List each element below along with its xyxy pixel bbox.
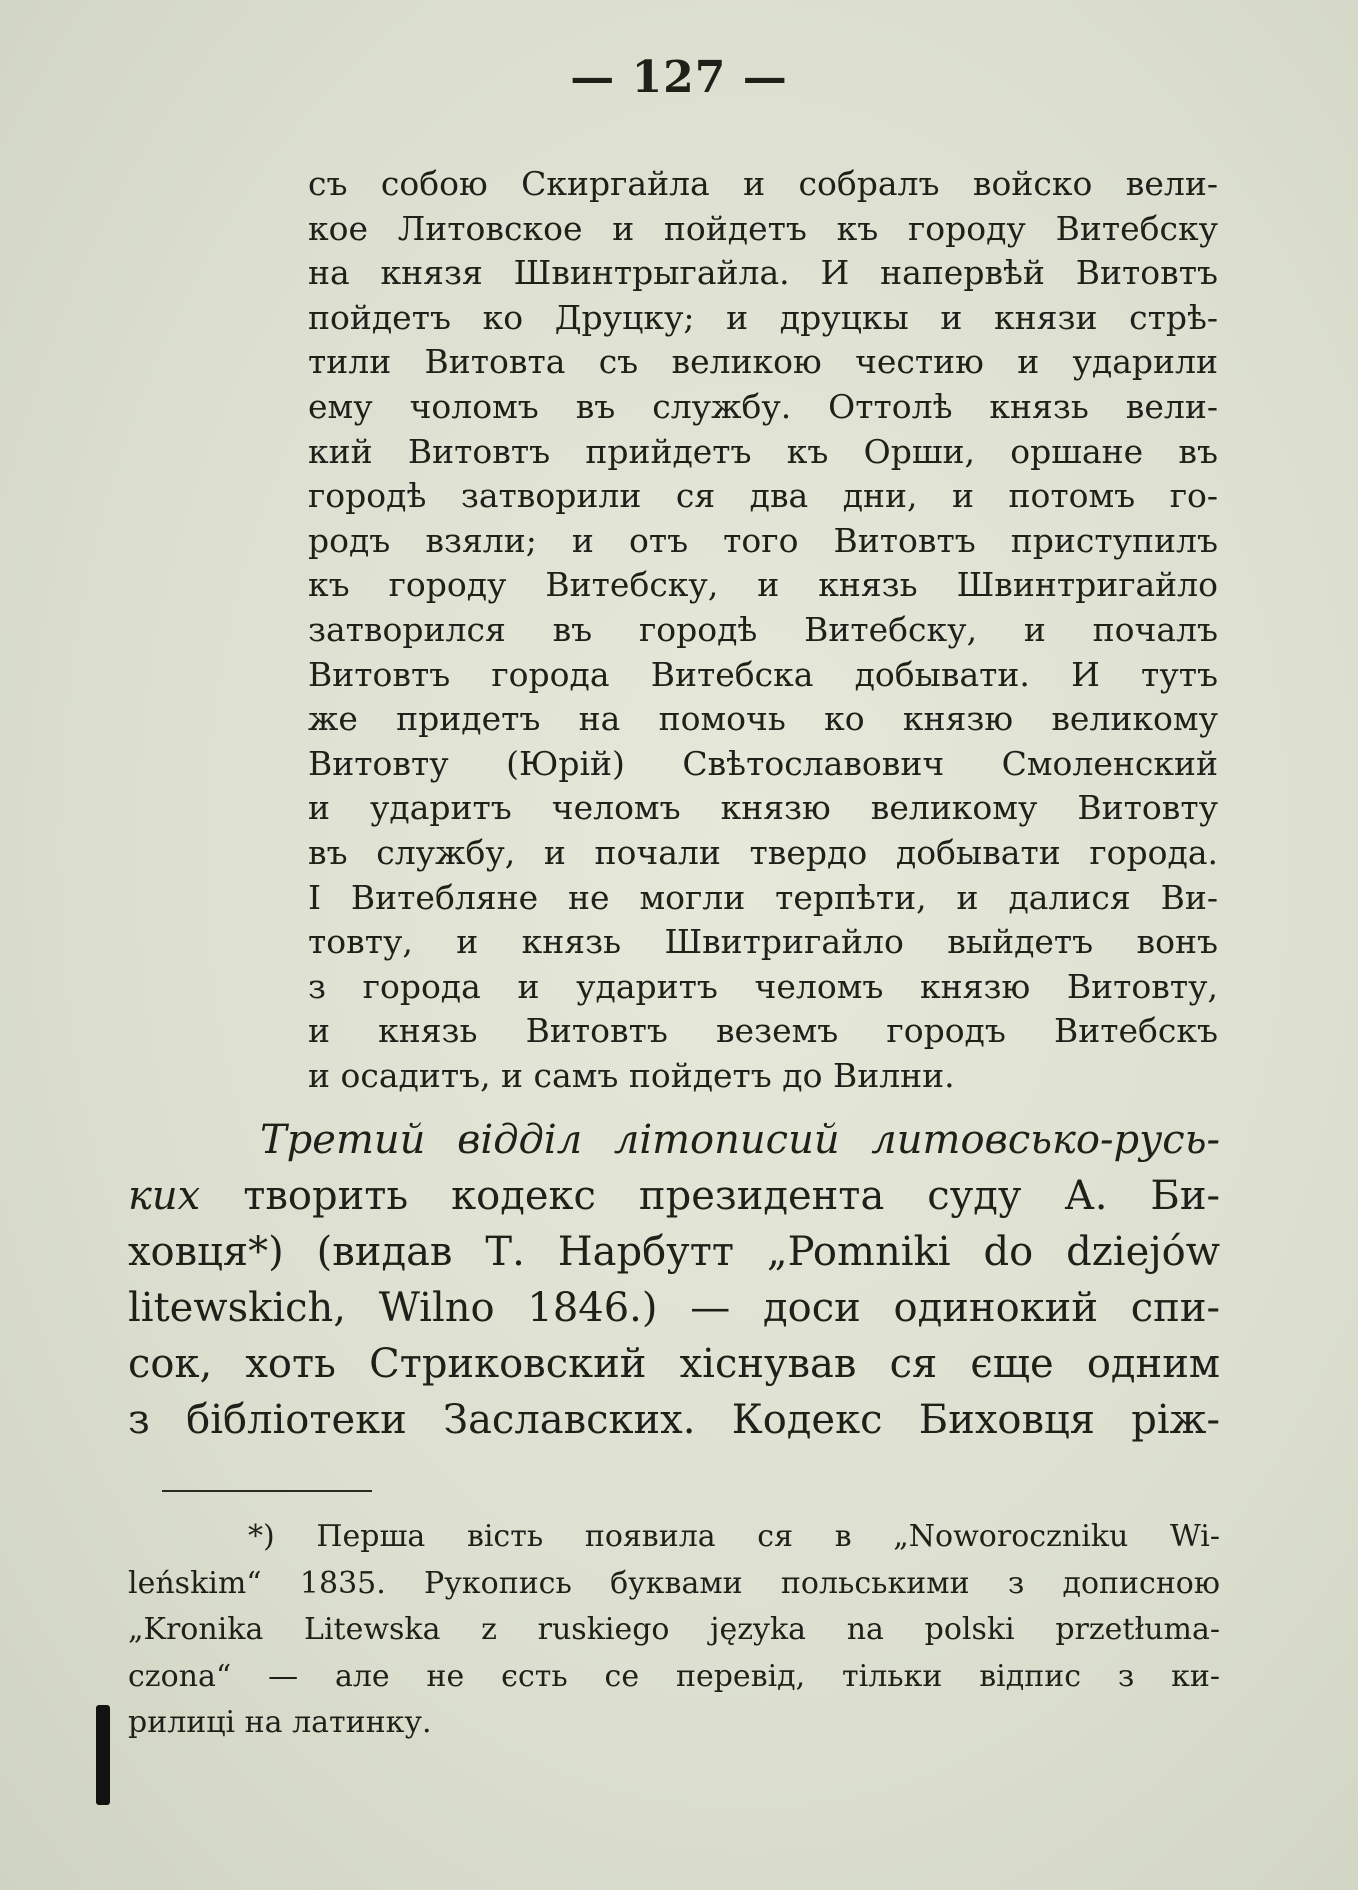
main-paragraph (128, 1112, 1220, 1448)
text-line: къ городу Витебску, и князь Швинтригайло (308, 565, 1218, 605)
text-line: на князя Швинтрыгайла. И напервѣй Витовтъ (308, 253, 1218, 293)
footnote-divider (162, 1490, 372, 1492)
text-line: въ службу, и почали твердо добывати города. (308, 832, 1218, 872)
text-line: и ударитъ челомъ князю великому Витовту (308, 788, 1218, 828)
text-line: І Витебляне не могли терпѣти, и далися Ви- (308, 877, 1218, 917)
page-number: — 127 — (570, 52, 788, 103)
text-line: родъ взяли; и отъ того Витовтъ приступилъ (308, 520, 1218, 560)
italic-phrase: Третий відділ літописий литовсько-русь- (260, 1117, 1220, 1163)
text-line (128, 1168, 1220, 1224)
text-line: же придетъ на помочь ко князю великому (308, 699, 1218, 739)
text-line: городѣ затворили ся два дни, и потомъ го- (308, 476, 1218, 516)
text-line: и князь Витовтъ веземъ городъ Витебскъ (308, 1011, 1218, 1051)
text-line: з города и ударитъ челомъ князю Витовту, (308, 966, 1218, 1006)
page-edge-mark (96, 1705, 110, 1805)
text-line: кий Витовтъ прийдетъ къ Орши, оршане въ (308, 431, 1218, 471)
quoted-chronicle-text (308, 162, 1218, 1098)
text-line: сок, хоть Стриковский хіснував ся єще одним (128, 1341, 1220, 1387)
text-line: litewskich, Wilno 1846.) — доси одинокий спи- (128, 1285, 1220, 1331)
footnote (128, 1514, 1220, 1747)
text-line: тили Витовта съ великою честию и ударили (308, 342, 1218, 382)
text-line: ховця*) (видав Т. Нарбутт „Pomniki do dziejów (128, 1229, 1220, 1275)
text-line: товту, и князь Швитригайло выйдетъ вонъ (308, 922, 1218, 962)
text-run: творить кодекс президента суду А. Би- (200, 1173, 1220, 1219)
footnote-line: „Kronika Litewska z ruskiego języka na polski przetłuma- (128, 1612, 1220, 1647)
text-line: затворился въ городѣ Витебску, и почалъ (308, 609, 1218, 649)
footnote-line: czona“ — але не єсть се перевід, тільки відпис з ки- (128, 1658, 1220, 1694)
text-line: кое Литовское и пойдетъ къ городу Витебску (308, 208, 1218, 248)
text-line: съ собою Скиргайла и собралъ войско вели- (308, 164, 1218, 203)
text-line: и осадитъ, и самъ пойдетъ до Вилни. (308, 1055, 955, 1095)
text-line: пойдетъ ко Друцку; и друцкы и князи стрѣ- (308, 297, 1218, 337)
italic-phrase: ких (128, 1173, 201, 1219)
text-line: Витовту (Юрій) Свѣтославович Смоленский (308, 743, 1218, 783)
footnote-line: *) Перша вість появила ся в „Noworoczniku Wi- (248, 1519, 1220, 1554)
text-line: з бібліотеки Заславских. Кодекс Биховця ріж- (128, 1397, 1220, 1443)
text-line: ему чоломъ въ службу. Оттолѣ князь вели- (308, 386, 1218, 426)
footnote-line: рилиці на латинку. (128, 1705, 432, 1740)
text-line: Витовтъ города Витебска добывати. И тутъ (308, 654, 1218, 694)
text-line (128, 1112, 1220, 1168)
footnote-line: leńskim“ 1835. Рукопись буквами польськими з дописною (128, 1565, 1220, 1601)
